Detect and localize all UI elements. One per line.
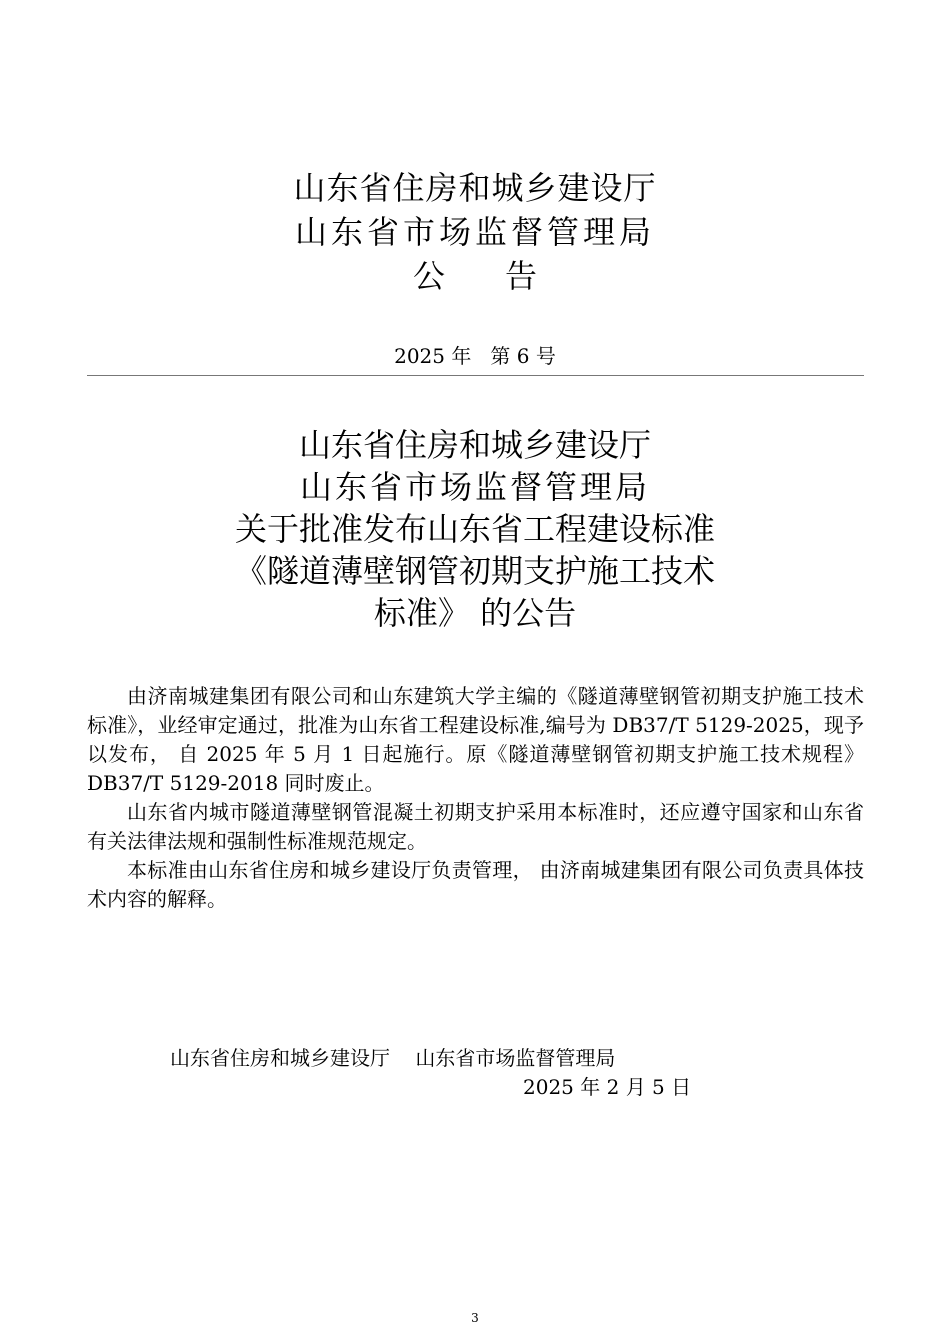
- notice-header: [0, 166, 950, 298]
- header-issuer-1: 山东省住房和城乡建设厅: [293, 169, 657, 207]
- signature-issuers: 山东省住房和城乡建设厅 山东省市场监督管理局: [170, 1046, 616, 1070]
- notice-title: [0, 424, 950, 634]
- title-line-5: 标准》 的公告: [373, 594, 577, 632]
- notice-body: [87, 682, 864, 914]
- page-number: 3: [471, 1311, 479, 1325]
- title-line-2: 山东省市场监督管理局: [299, 468, 650, 506]
- title-line-4: 《隧道薄壁钢管初期支护施工技术: [234, 552, 715, 590]
- document-number: 2025 年 第 6 号: [394, 344, 556, 368]
- signature-date: 2025 年 2 月 5 日: [523, 1075, 692, 1099]
- title-line-3: 关于批准发布山东省工程建设标准: [234, 510, 715, 548]
- body-paragraph-2: 山东省内城市隧道薄壁钢管混凝土初期支护采用本标准时，还应遵守国家和山东省有关法律法规和强制性标准规范规定。: [87, 800, 864, 853]
- header-notice-word: 公告: [412, 257, 597, 295]
- title-line-1: 山东省住房和城乡建设厅: [298, 426, 651, 464]
- body-paragraph-1: 由济南城建集团有限公司和山东建筑大学主编的《隧道薄壁钢管初期支护施工技术标准》，业经审定通过，批准为山东省工程建设标准,编号为 DB37/T 5129-2025，现予以发布， 自 2025 年 5 月 1 日起施行。原《隧道薄壁钢管初期支护施工技术规程》DB37/T 5129-2018 同时废止。: [87, 684, 864, 795]
- header-issuer-2: 山东省市场监督管理局: [294, 213, 655, 251]
- header-divider: [87, 375, 864, 376]
- body-paragraph-3: 本标准由山东省住房和城乡建设厅负责管理， 由济南城建集团有限公司负责具体技术内容的解释。: [87, 858, 864, 911]
